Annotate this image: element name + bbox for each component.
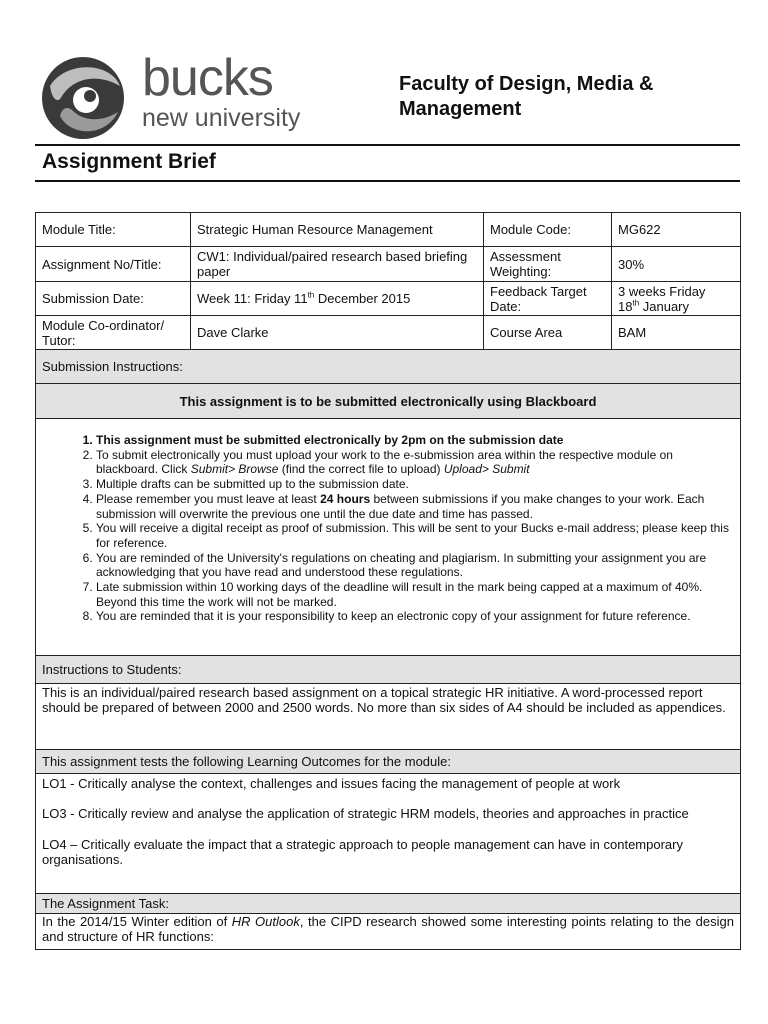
list-item: 1. This assignment must be submitted electronically by 2pm on the submission date: [96, 433, 734, 448]
assignment-value: CW1: Individual/paired research based briefing paper: [191, 247, 484, 282]
list-item: 3. Multiple drafts can be submitted up to the submission date.: [96, 477, 734, 492]
submission-banner: This assignment is to be submitted electronically using Blackboard: [36, 384, 741, 419]
assignment-table: [35, 212, 741, 950]
logo-sub-text: new university: [142, 104, 301, 132]
coordinator-value: Dave Clarke: [191, 316, 484, 350]
coordinator-label: Module Co-ordinator/ Tutor:: [36, 316, 191, 350]
list-item: 4. Please remember you must leave at least 24 hours between submissions if you make changes to your work. Each submission will overwrite the previous one until the due date and time has passed.: [96, 492, 734, 521]
table-row: [36, 656, 741, 684]
table-row: [36, 684, 741, 750]
list-item: 2. To submit electronically you must upload your work to the e-submission area within the respective module on blackboard. Click Submit> Browse (find the correct file to upload) Upload> Submit: [96, 448, 734, 477]
module-title-label: Module Title:: [36, 213, 191, 247]
student-instructions-label: Instructions to Students:: [36, 656, 741, 684]
table-row: [36, 774, 741, 894]
module-title-value: Strategic Human Resource Management: [191, 213, 484, 247]
course-area-label: Course Area: [484, 316, 612, 350]
table-row: [36, 350, 741, 384]
table-row: [36, 384, 741, 419]
module-code-value: MG622: [612, 213, 741, 247]
weighting-label: Assessment Weighting:: [484, 247, 612, 282]
table-row: [36, 419, 741, 656]
course-area-value: BAM: [612, 316, 741, 350]
logo-wordmark: [142, 49, 301, 132]
document-header: [0, 0, 768, 145]
faculty-title: Faculty of Design, Media & Management: [399, 73, 654, 120]
page-title: Assignment Brief: [42, 150, 216, 173]
submission-date-label: Submission Date:: [36, 282, 191, 316]
assignment-label: Assignment No/Title:: [36, 247, 191, 282]
student-instructions-text: This is an individual/paired research based assignment on a topical strategic HR initiative. A word-processed report should be prepared of between 2000 and 2500 words. No more than six sides of A4 should be included as appendices.: [36, 684, 741, 750]
weighting-value: 30%: [612, 247, 741, 282]
learning-outcome: LO3 - Critically review and analyse the application of strategic HRM models, theories and approaches in practice: [42, 806, 689, 821]
learning-outcomes-list: [36, 774, 741, 894]
table-row: [36, 213, 741, 247]
submission-instructions-label: Submission Instructions:: [36, 350, 741, 384]
header-divider: [35, 144, 740, 146]
learning-outcomes-label: This assignment tests the following Learning Outcomes for the module:: [36, 750, 741, 774]
module-code-label: Module Code:: [484, 213, 612, 247]
list-item: 6. You are reminded of the University's regulations on cheating and plagiarism. In submitting your assignment you are acknowledging that you have read and understood these regulations.: [96, 551, 734, 580]
submission-instructions-list: [42, 433, 734, 624]
list-item: 8. You are reminded that it is your responsibility to keep an electronic copy of your assignment for future reference.: [96, 609, 734, 624]
table-row: [36, 894, 741, 914]
learning-outcome: LO1 - Critically analyse the context, challenges and issues facing the management of people at work: [42, 776, 621, 791]
table-row: [36, 316, 741, 350]
submission-list-cell: [36, 419, 741, 656]
logo-main-text: bucks: [142, 49, 273, 107]
table-row: [36, 750, 741, 774]
feedback-date-value: 3 weeks Friday 18th January: [612, 282, 741, 316]
list-item: 5. You will receive a digital receipt as proof of submission. This will be sent to your Bucks e-mail address; please keep this for reference.: [96, 521, 734, 550]
table-row: [36, 282, 741, 316]
list-item: 7. Late submission within 10 working days of the deadline will result in the mark being capped at a maximum of 40%. Beyond this time the work will not be marked.: [96, 580, 734, 609]
submission-date-value: Week 11: Friday 11th December 2015: [191, 282, 484, 316]
assignment-task-label: The Assignment Task:: [36, 894, 741, 914]
title-divider: [35, 180, 740, 182]
learning-outcome: LO4 – Critically evaluate the impact that a strategic approach to people management can have in contemporary organisations.: [42, 837, 683, 867]
assignment-task-text: In the 2014/15 Winter edition of HR Outlook, the CIPD research showed some interesting points relating to the design and structure of HR functions:: [36, 914, 741, 950]
table-row: [36, 914, 741, 950]
feedback-date-label: Feedback Target Date:: [484, 282, 612, 316]
table-row: [36, 247, 741, 282]
